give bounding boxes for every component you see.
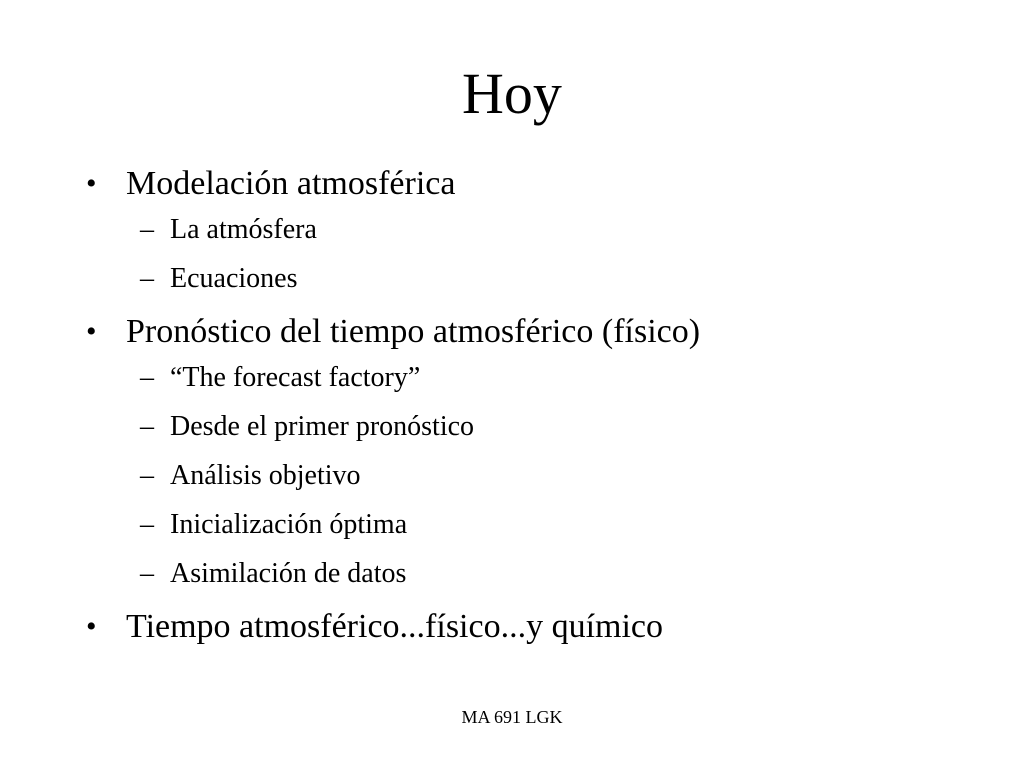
slide-footer: MA 691 LGK	[461, 707, 563, 727]
sub-item-text: Ecuaciones	[170, 263, 298, 294]
dash-marker: –	[140, 460, 154, 491]
bullet-text: Modelación atmosférica	[126, 165, 456, 202]
sub-item	[84, 507, 984, 543]
sub-item-text: Desde el primer pronóstico	[170, 411, 475, 442]
bullet-text: Pronóstico del tiempo atmosférico (físico)	[126, 313, 701, 350]
bullet-item-modelacion	[84, 162, 984, 206]
bullet-text: Tiempo atmosférico...físico...y químico	[126, 608, 664, 645]
dash-marker: –	[140, 509, 154, 540]
bullet-marker: •	[86, 315, 97, 348]
sub-item-text: Inicialización óptima	[170, 509, 408, 540]
dash-marker: –	[140, 263, 154, 294]
bullet-marker: •	[86, 167, 97, 200]
sub-item	[84, 261, 984, 297]
sub-list-modelacion	[84, 212, 984, 297]
bullet-list	[84, 162, 984, 653]
bullet-marker: •	[86, 610, 97, 643]
bullet-item-tiempo	[84, 605, 984, 649]
slide-title: Hoy	[462, 61, 562, 126]
dash-marker: –	[140, 362, 154, 393]
sub-item-text: Análisis objetivo	[170, 460, 361, 491]
sub-item	[84, 556, 984, 592]
dash-marker: –	[140, 214, 154, 245]
bullet-item-pronostico	[84, 310, 984, 354]
sub-item	[84, 360, 984, 396]
sub-list-pronostico	[84, 360, 984, 592]
sub-item	[84, 458, 984, 494]
sub-item	[84, 409, 984, 445]
sub-item-text: Asimilación de datos	[170, 558, 407, 589]
sub-item	[84, 212, 984, 248]
dash-marker: –	[140, 411, 154, 442]
sub-item-text: La atmósfera	[170, 214, 317, 245]
sub-item-text: “The forecast factory”	[170, 362, 421, 393]
dash-marker: –	[140, 558, 154, 589]
